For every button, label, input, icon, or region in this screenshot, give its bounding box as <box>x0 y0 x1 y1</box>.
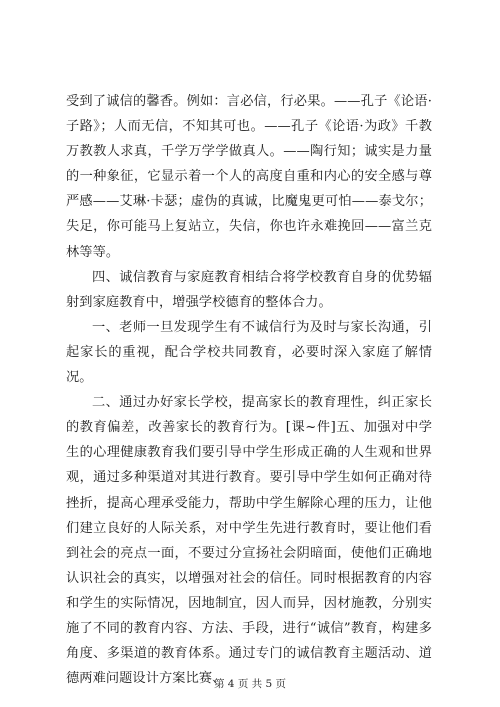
paragraph-3: 一、老师一旦发现学生有不诚信行为及时与家长沟通，引起家长的重视，配合学校共同教育，必要时深入家庭了解情况。 <box>66 319 432 386</box>
page-number-footer: 第 4 页 共 5 页 <box>213 678 287 690</box>
body-text <box>66 89 432 691</box>
paragraph-2: 四、诚信教育与家庭教育相结合将学校教育自身的优势辐射到家庭教育中，增强学校德育的整体合力。 <box>66 269 432 310</box>
paragraph-4: 二、通过办好家长学校，提高家长的教育理性，纠正家长的教育偏差，改善家长的教育行为。[课~件]五、加强对中学生的心理健康教育我们要引导中学生形成正确的人生观和世界观，通过多种渠道对其进行教育。要引导中学生如何正确对待挫折，提高心理承受能力，帮助中学生解除心理的压力，让他们建立良好的人际关系，对中学生先进行教育时，要让他们看到社会的亮点一面，不要过分宣扬社会阴暗面，使他们正确地认识社会的真实，以增强对社会的信任。同时根据教育的内容和学生的实际情况，因地制宜，因人而异，因材施教，分别实施了不同的教育内容、方法、手段，进行“诚信”教育，构建多角度、多渠道的教育体系。通过专门的诚信教育主题活动、道德两难问题设计方案比赛、 <box>66 395 432 687</box>
paragraph-1: 受到了诚信的馨香。例如：言必信，行必果。——孔子《论语·子路》；人而无信，不知其可也。——孔子《论语·为政》千教万教教人求真，千学万学学做真人。——陶行知；诚实是力量的一种象征，它显示着一个人的高度自重和内心的安全感与尊严感——艾琳·卡瑟；虚伪的真诚，比魔鬼更可怕——泰戈尔；失足，你可能马上复站立，失信，你也许永难挽回——富兰克林等等。 <box>66 94 432 260</box>
